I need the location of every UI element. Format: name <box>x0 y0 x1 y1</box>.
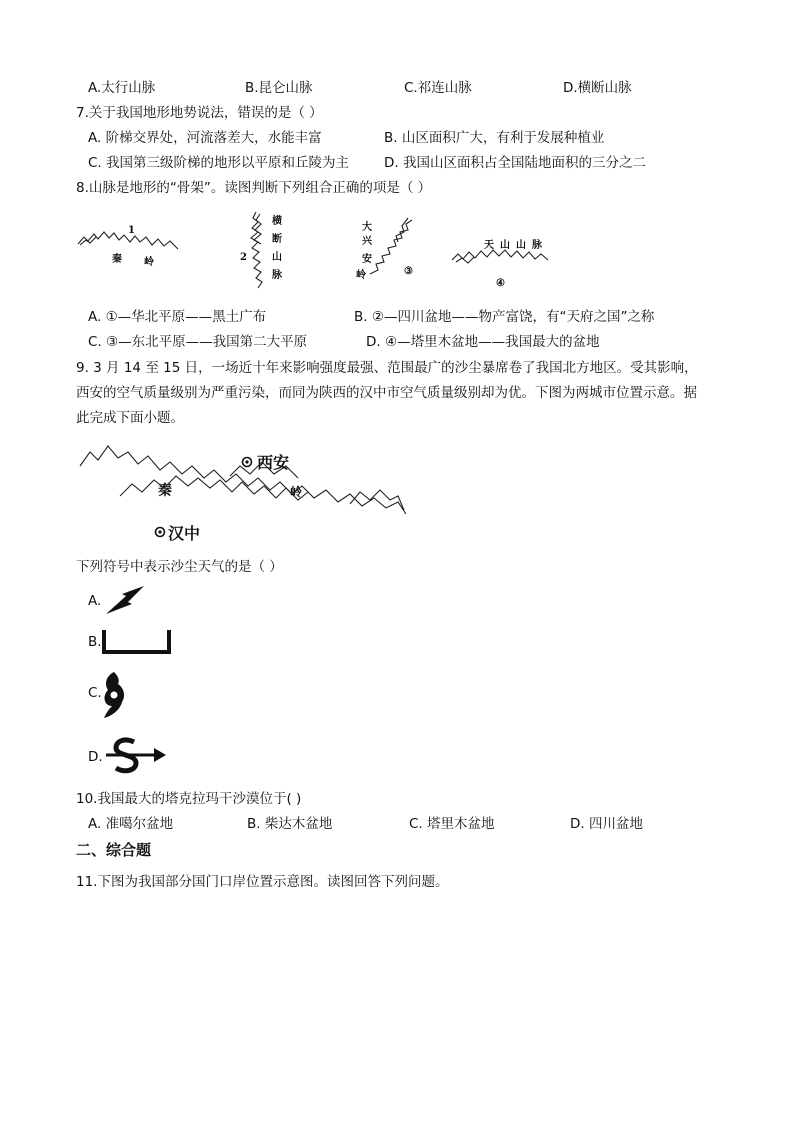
q6-option-d: D.横断山脉 <box>563 80 632 96</box>
hanzhong-label: 汉中 <box>168 524 201 543</box>
mountain-2-char-3: 山 <box>272 252 282 263</box>
qinling-map-figure <box>80 440 410 546</box>
q9-stem-line-2: 西安的空气质量级别为严重污染，而同为陕西的汉中市空气质量级别却为优。下图为两城市位置示意。据 <box>76 385 697 401</box>
q6-option-c: C.祁连山脉 <box>404 80 472 96</box>
mountain-3-char-2: 兴 <box>362 236 372 247</box>
mountain-4-char-4: 脉 <box>532 240 542 251</box>
q9-option-c: C. <box>88 685 102 701</box>
mountain-4-char-2: 山 <box>500 240 510 251</box>
xian-label: 西安 <box>257 453 290 472</box>
mountain-1-number: 1 <box>128 225 135 236</box>
q6-option-b: B.昆仑山脉 <box>245 80 313 96</box>
mountain-3-char-4: 岭 <box>356 270 366 281</box>
mountain-3-char-1: 大 <box>362 222 372 233</box>
lightning-icon <box>104 584 148 618</box>
q7-option-c: C. 我国第三级阶梯的地形以平原和丘陵为主 <box>88 155 350 171</box>
q8-stem: 8.山脉是地形的“骨架”。读图判断下列组合正确的项是（ ） <box>76 180 432 196</box>
q9-sub-question: 下列符号中表示沙尘天气的是（ ） <box>76 559 283 575</box>
mountain-2-number: 2 <box>240 252 247 263</box>
q7-stem: 7.关于我国地形地势说法，错误的是（ ） <box>76 105 323 121</box>
q10-option-b: B. 柴达木盆地 <box>247 816 333 832</box>
mountain-2-char-4: 脉 <box>272 270 282 281</box>
bracket-icon <box>101 628 173 656</box>
q8-option-a: A. ①—华北平原——黑土广布 <box>88 309 267 325</box>
mountain-3-char-3: 安 <box>362 254 372 265</box>
mountain-3-number: ③ <box>404 266 413 277</box>
q8-option-b: B. ②—四川盆地——物产富饶，有“天府之国”之称 <box>354 309 655 325</box>
q6-option-a: A.太行山脉 <box>88 80 156 96</box>
typhoon-icon <box>100 670 128 720</box>
q10-option-d: D. 四川盆地 <box>570 816 643 832</box>
ling-label: 岭 <box>290 485 303 499</box>
mountain-4-char-1: 天 <box>484 240 494 251</box>
mountain-1-char-2: 岭 <box>144 257 154 268</box>
mountain-figure-1 <box>78 218 182 270</box>
mountain-4-char-3: 山 <box>516 240 526 251</box>
qin-label: 秦 <box>158 483 172 499</box>
q9-option-d: D. <box>88 749 103 765</box>
mountain-2-char-1: 横 <box>272 216 282 227</box>
q10-option-a: A. 准噶尔盆地 <box>88 816 174 832</box>
q7-option-d: D. 我国山区面积占全国陆地面积的三分之二 <box>384 155 646 171</box>
q9-stem-line-3: 此完成下面小题。 <box>76 410 184 426</box>
q11-stem: 11.下图为我国部分国门口岸位置示意图。读图回答下列问题。 <box>76 874 449 890</box>
mountain-2-char-2: 断 <box>272 234 282 245</box>
q9-stem-line-1: 9. 3 月 14 至 15 日，一场近十年来影响强度最强、范围最广的沙尘暴席卷了我国北方地区。受其影响， <box>76 360 698 376</box>
q10-option-c: C. 塔里木盆地 <box>409 816 495 832</box>
mountain-figure-3 <box>350 216 422 286</box>
mountain-1-char-1: 秦 <box>112 254 122 265</box>
q7-option-a: A. 阶梯交界处，河流落差大，水能丰富 <box>88 130 322 146</box>
q10-stem: 10.我国最大的塔克拉玛干沙漠位于( ) <box>76 791 302 807</box>
sandstorm-icon <box>104 736 168 776</box>
mountain-4-number: ④ <box>496 278 505 289</box>
q8-option-c: C. ③—东北平原——我国第二大平原 <box>88 334 308 350</box>
q9-option-b: B. <box>88 634 102 650</box>
section-2-title: 二、综合题 <box>76 841 152 859</box>
q8-option-d: D. ④—塔里木盆地——我国最大的盆地 <box>366 334 600 350</box>
q9-option-a: A. <box>88 593 102 609</box>
mountain-figure-4 <box>450 232 554 290</box>
mountain-figure-2 <box>236 210 296 290</box>
q7-option-b: B. 山区面积广大，有利于发展种植业 <box>384 130 605 146</box>
